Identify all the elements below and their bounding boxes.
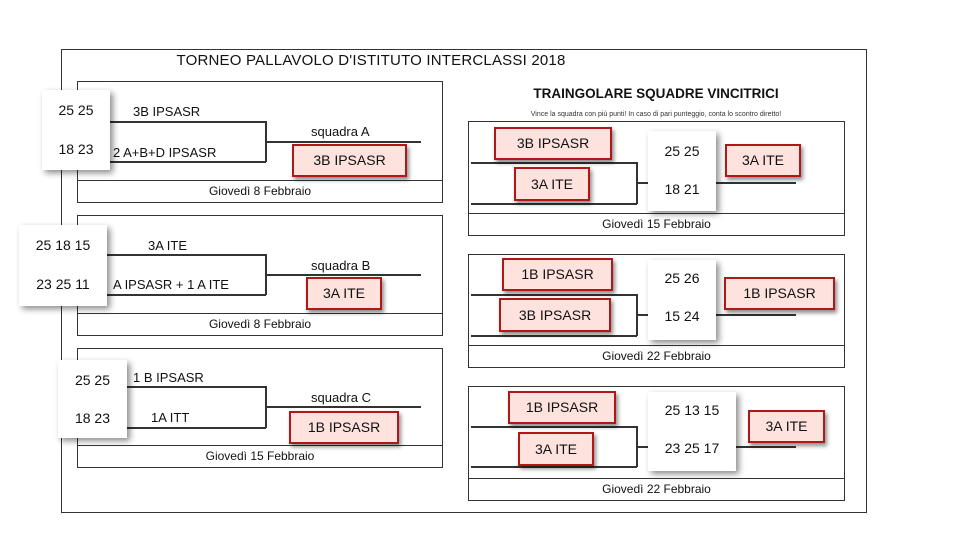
- score-line: 25 25: [58, 102, 94, 118]
- team-name: A IPSASR + 1 A ITE: [113, 277, 229, 292]
- bracket-line: [471, 335, 637, 337]
- team-name: 1A ITT: [151, 410, 190, 425]
- score-card: [58, 360, 127, 438]
- bracket-line: [265, 274, 421, 276]
- team-name: 1 B IPSASR: [133, 370, 204, 385]
- team-badge: 3B IPSASR: [499, 298, 611, 332]
- group-label: squadra C: [311, 390, 371, 405]
- match-date: Giovedì 15 Febbraio: [78, 445, 442, 467]
- score-line: 25 25: [74, 372, 111, 388]
- team-name: 3B IPSASR: [133, 104, 201, 119]
- team-badge: 1B IPSASR: [502, 258, 613, 291]
- score-line: 23 25 17: [664, 440, 720, 456]
- winner-badge: 3B IPSASR: [292, 144, 407, 177]
- bracket-line: [471, 426, 637, 428]
- team-badge: 1B IPSASR: [508, 391, 616, 424]
- bracket-line: [471, 294, 637, 296]
- match-box-b: [77, 215, 443, 336]
- winner-badge: 3A ITE: [725, 144, 801, 177]
- score-card: [19, 225, 107, 306]
- team-badge: 3B IPSASR: [494, 127, 612, 160]
- match-date: Giovedì 22 Febbraio: [469, 345, 844, 367]
- team-name: 2 A+B+D IPSASR: [113, 145, 217, 160]
- winner-badge: 1B IPSASR: [289, 411, 399, 444]
- score-line: 18 23: [74, 410, 111, 426]
- score-card: [42, 90, 110, 170]
- match-date: Giovedì 8 Febbraio: [78, 313, 442, 335]
- group-label: squadra B: [311, 258, 371, 273]
- bracket-line: [80, 294, 266, 296]
- score-line: 15 24: [664, 308, 700, 324]
- winner-badge: 1B IPSASR: [724, 277, 835, 310]
- match-box-c: [77, 348, 443, 468]
- bracket-line: [471, 203, 637, 205]
- score-card: [648, 392, 736, 471]
- score-line: 25 25: [664, 143, 700, 159]
- group-label: squadra A: [311, 124, 370, 139]
- winner-badge: 3A ITE: [306, 277, 382, 310]
- score-card: [648, 131, 716, 211]
- triangular-title: TRAINGOLARE SQUADRE VINCITRICI: [533, 86, 779, 101]
- bracket-line: [471, 162, 637, 164]
- match-date: Giovedì 15 Febbraio: [469, 213, 844, 235]
- team-badge: 3A ITE: [518, 432, 594, 466]
- winner-badge: 3A ITE: [748, 410, 825, 443]
- bracket-line: [265, 406, 421, 408]
- bracket-line: [80, 254, 266, 256]
- page-title: TORNEO PALLAVOLO D'ISTITUTO INTERCLASSI 2018: [176, 52, 566, 69]
- team-badge: 3A ITE: [514, 167, 590, 201]
- bracket-line: [265, 141, 421, 143]
- score-line: 25 26: [664, 270, 700, 286]
- score-line: 25 13 15: [664, 402, 720, 418]
- score-line: 25 18 15: [35, 237, 91, 253]
- score-card: [648, 260, 716, 340]
- team-name: 3A ITE: [148, 238, 188, 253]
- match-date: Giovedì 22 Febbraio: [469, 478, 844, 500]
- triangular-note: Vince la squadra con più punti! In caso di pari punteggio, conta lo scontro diretto!: [530, 111, 782, 118]
- score-line: 18 23: [58, 141, 94, 157]
- score-line: 23 25 11: [36, 276, 90, 292]
- score-line: 18 21: [664, 181, 700, 197]
- bracket-line: [471, 466, 637, 468]
- match-date: Giovedì 8 Febbraio: [78, 180, 442, 202]
